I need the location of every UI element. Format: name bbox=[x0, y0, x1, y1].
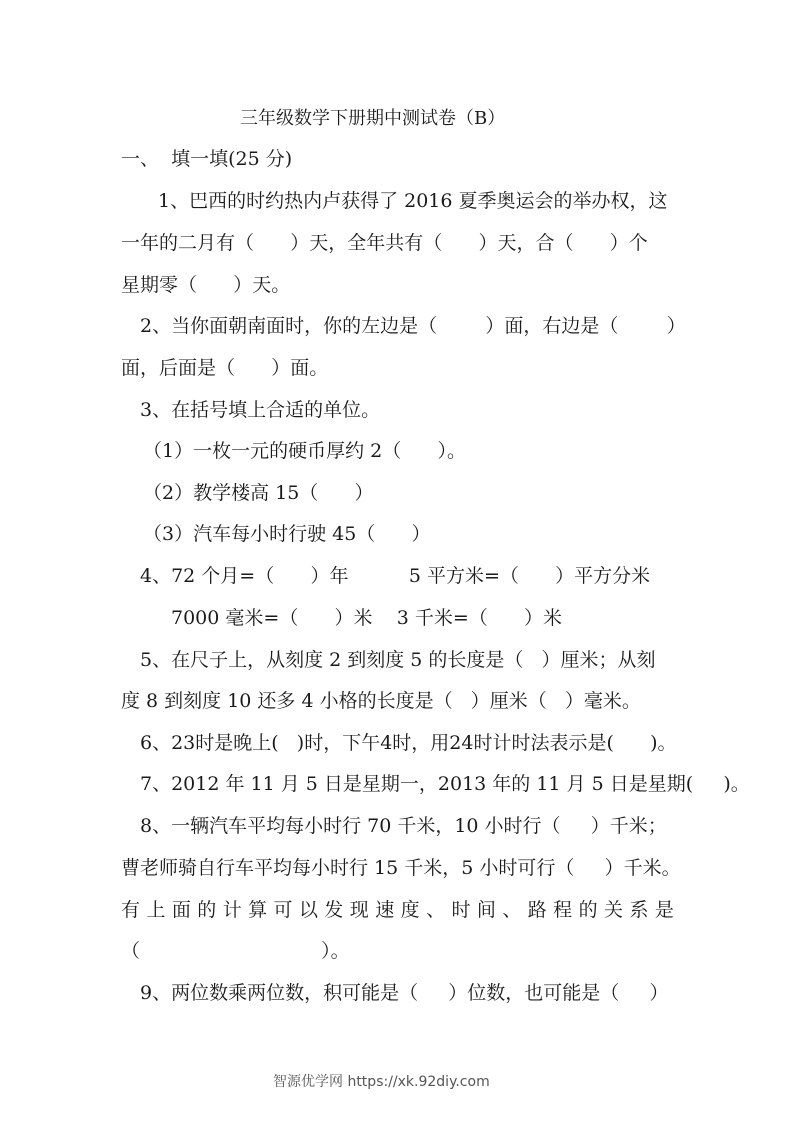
footer-watermark: 智源优学网 https://xk.92diy.com bbox=[273, 1074, 490, 1090]
question-7: 7、2012 年 11 月 5 日是星期一，2013 年的 11 月 5 日是星期( )。 bbox=[140, 773, 750, 795]
question-8-line-1: 8、一辆汽车平均每小时行 70 千米，10 小时行（ ）千米； bbox=[140, 815, 667, 837]
question-2-line-2: 面，后面是（ ）面。 bbox=[121, 357, 329, 379]
question-5-line-2: 度 8 到刻度 10 还多 4 小格的长度是（ ）厘米（ ）毫米。 bbox=[121, 690, 641, 712]
char: 、 bbox=[426, 899, 446, 921]
section-heading: 一、 填一填(25 分) bbox=[121, 148, 293, 170]
char: 程 bbox=[553, 899, 573, 921]
question-9: 9、两位数乘两位数，积可能是（ ）位数，也可能是（ ） bbox=[140, 982, 669, 1004]
question-8-line-4: （ ）。 bbox=[121, 940, 350, 962]
char: 上 bbox=[146, 899, 166, 921]
char: 的 bbox=[197, 899, 217, 921]
page-title: 三年级数学下册期中测试卷（B） bbox=[240, 108, 506, 129]
char: 有 bbox=[121, 899, 141, 921]
char: 路 bbox=[527, 899, 547, 921]
char: 是 bbox=[654, 899, 674, 921]
question-8-line-2: 曹老师骑自行车平均每小时行 15 千米，5 小时可行（ ）千米。 bbox=[121, 857, 681, 879]
question-6: 6、23时是晚上( )时，下午4时，用24时计时法表示是( )。 bbox=[140, 732, 677, 754]
question-1-line-3: 星期零（ ）天。 bbox=[121, 274, 291, 296]
char: 的 bbox=[578, 899, 598, 921]
char: 可 bbox=[273, 899, 293, 921]
char: 间 bbox=[476, 899, 496, 921]
question-3-item-2: （2）教学楼高 15（ ） bbox=[143, 482, 374, 504]
question-4-line-2: 7000 毫米=（ ）米 3 千米=（ ）米 bbox=[171, 607, 562, 629]
question-8-line-3 bbox=[121, 898, 674, 922]
char: 以 bbox=[298, 899, 318, 921]
question-4-line-1: 4、72 个月=（ ）年 5 平方米=（ ）平方分米 bbox=[140, 565, 651, 587]
char: 速 bbox=[375, 899, 395, 921]
question-3-item-3: （3）汽车每小时行驶 45（ ） bbox=[143, 523, 431, 545]
char: 系 bbox=[629, 899, 649, 921]
question-3-item-1: （1）一枚一元的硬币厚约 2（ ）。 bbox=[143, 440, 466, 462]
char: 时 bbox=[451, 899, 471, 921]
char: 度 bbox=[400, 899, 420, 921]
question-5-line-1: 5、在尺子上，从刻度 2 到刻度 5 的长度是（ ）厘米；从刻 bbox=[140, 649, 656, 671]
char: 发 bbox=[324, 899, 344, 921]
char: 关 bbox=[604, 899, 624, 921]
char: 计 bbox=[222, 899, 242, 921]
question-2-line-1: 2、当你面朝南面时，你的左边是（ ）面，右边是（ ） bbox=[140, 315, 686, 337]
question-1-line-2: 一年的二月有（ ）天，全年共有（ ）天，合（ ）个 bbox=[121, 232, 648, 254]
char: 面 bbox=[171, 899, 191, 921]
char: 现 bbox=[349, 899, 369, 921]
question-3-line-1: 3、在括号填上合适的单位。 bbox=[140, 399, 381, 421]
char: 算 bbox=[248, 899, 268, 921]
question-1-line-1: 1、巴西的时约热内卢获得了 2016 夏季奥运会的举办权，这 bbox=[158, 190, 668, 212]
char: 、 bbox=[502, 899, 522, 921]
